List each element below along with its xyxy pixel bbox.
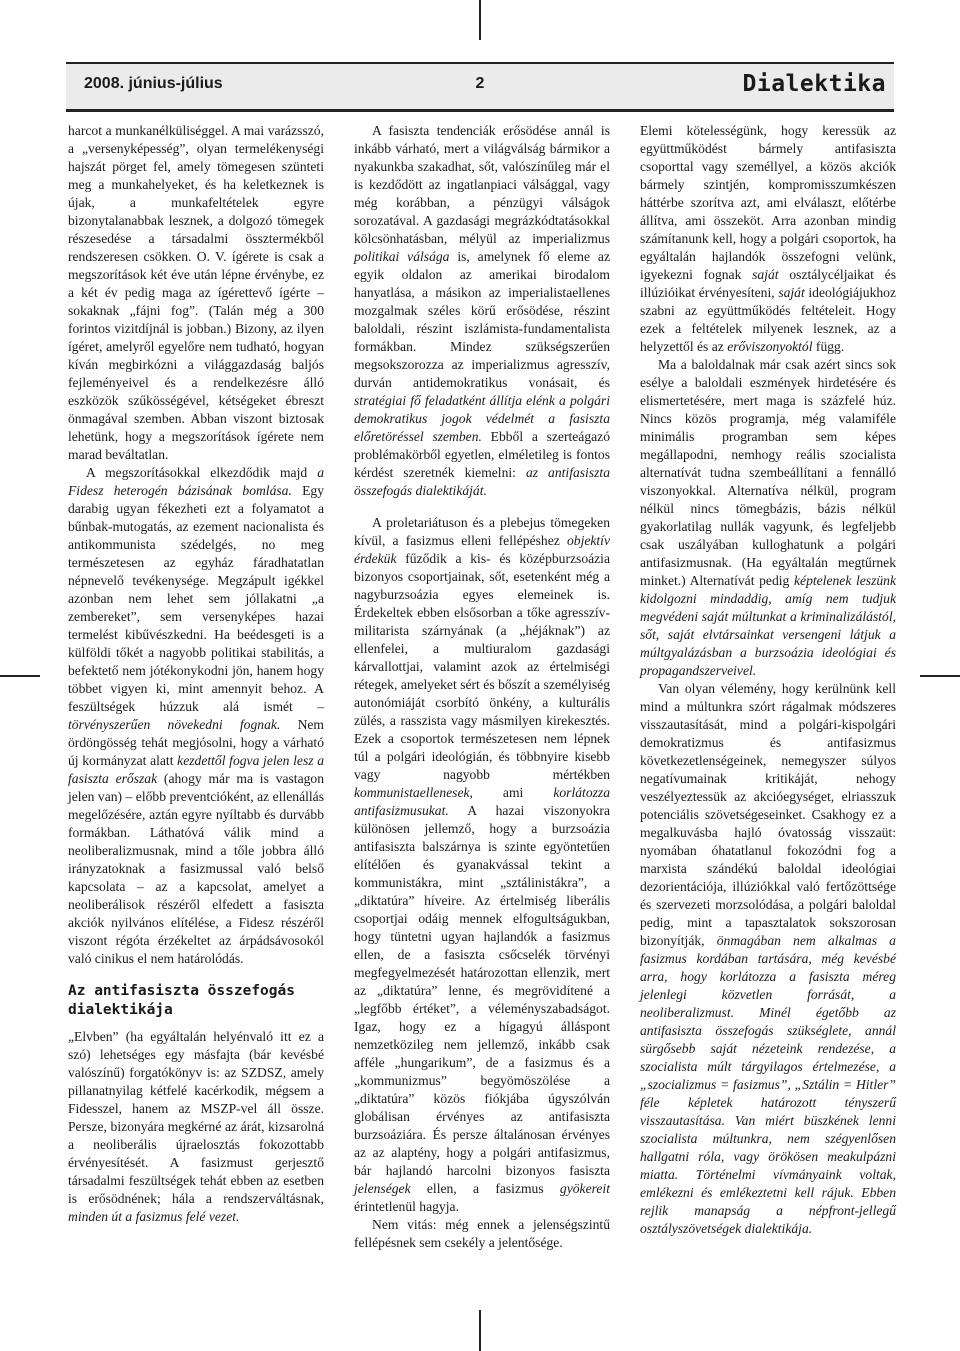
paragraph: Ma a baloldalnak már csak azért sincs sok esélye a baloldali eszmények hirdetésére és elismertetésére, mert maga is százfelé húz. Nincs közös programja, még valamiféle minimális programban sem képes megállapodni, nemhogy reális szocialista alternatívát tudna szembeállítani a fennálló viszonyokkal. Alternatíva nélkül, program nélkül nincs tömegbázis, bázis nélkül gyakorlatilag nullák vagyunk, és legfeljebb csak uszályában kulloghatunk a polgári antifasizmusnak. (Ha egyáltalán megtűrnek minket.) Alternatívát pedig képtelenek leszünk kidolgozni mindaddig, amíg nem tudjuk megvédeni saját múltunkat a kriminalizálástól, sőt, saját elvtársainkat versengeni látjuk a múltgyalázásban a burzsoázia ideológiai és propagandszerveivel.: [640, 357, 897, 678]
paragraph: harcot a munkanélküliséggel. A mai varázsszó, a „versenyképesség”, olyan termelékenységi hajszát pörget fel, amely tömegesen szünteti meg a munkahelyeket, és ha keletkeznek is újak, a munkafeltételek egyre bizonytalanabbak lesznek, a dolgozó tömegek részesedése a társadalmi össztermékből rendszeresen csökken. O. V. ígérete is csak a megszorítások két éve után lépne érvénybe, ez a két év pedig maga az ígérettevő ígérte – sokaknak „fájni fog”. (Talán még a 300 forintos vizitdíjnál is jobban.) Bizony, az ilyen ígéret, amelyről egyelőre nem tudható, hogyan kíván megbirkózni a világgazdaság baljós fejleményeivel és a rendelkezésre álló eszközök szűkösségével, kétségeket ébreszt önmagával szemben. Abban viszont biztosak lehetünk, hogy a megszorítások ígérete nem marad beváltatlan.: [68, 123, 324, 462]
paragraph: A megszorításokkal elkezdődik majd a Fidesz heterogén bázisának bomlása. Egy darabig ugyan fékezheti ezt a folyamatot a bűnbak-mutogatás, az ezement nacionalista és antikommunista szédelgés, no meg természetesen az egyház fáradhatatlan népnevelő tevékenysége. Megzápult igékkel azonban nem lehet sem jóllakatni „a zembereket”, sem versenyképes hazai termelést kibűvészkedni. Ha beédesgeti is a külföldi tőkét a nagyobb politikai stabilitás, a befektető nem jótékonykodni jön, hanem hogy többet vigyen ki, mint amennyit behoz. A feszültségek húzzuk alá ismét – törvényszerűen növekedni fognak. Nem ördöngösség tehát megjósolni, hogy a várható új kormányzat alatt kezdettől fogva jelen lesz a fasiszta erőszak (ahogy már ma is vastagon jelen van) – előbb preventcióként, az ellenállás megelőzésére, aztán egyre nyíltabb és durvább formákban. Láthatóvá válik mind a neoliberalizmusnak, mind a tőle jobbra álló irányzatoknak a fasizmussal való belső kapcsolata – az a kapcsolat, amelyet a neoliberálisok részéről elfedett a fasiszta akciók nyilvános elítélése, a Fidesz részéről viszont régóta érzékeltet az árpádsávosokól való cinikus el nem határolódás.: [68, 465, 324, 966]
publication-title: Dialektika: [742, 71, 886, 97]
issue-date: 2008. június-július: [84, 75, 223, 92]
column-2: [354, 122, 610, 1252]
crop-mark-bottom: [479, 1310, 481, 1351]
paragraph: Van olyan vélemény, hogy kerülnünk kell mind a múltunkra szórt rágalmak módszeres visszautasítását, mind a polgári-kispolgári demokratizmus és antifasizmus következetlenségeinek, nemegyszer súlyos negatívumainak kritikáját, nehogy veszélyeztessük az akcióegységet, elriasszuk potenciális szövetségeseinket. Csakhogy ez a megalkuvásba hajló óvatosság visszaüt: nyomában óhatatlanul fokozódni fog a marxista szándékú baloldal ideológiai dezorientációja, illúziókkal való fertőzöttsége és szervezeti morzsolódása, a polgári baloldal pedig, mint a tapasztalatok sokszorosan bizonyítják, önmagában nem alkalmas a fasizmus kordában tartására, még kevésbé arra, hogy korlátozza a fasiszta méreg jelenlegi közvetlen forrását, a neoliberalizmust. Minél égetőbb az antifasiszta összefogás szükséglete, annál sürgősebb saját nézeteink rendezése, a szocialista múlt tárgyilagos értelmezése, a „szocializmus = fasizmus”, „Sztálin = Hitler” féle képletek határozott tényszerű visszautasítása. Van miért büszkének lenni szocialista múltunkra, nem szégyenlősen hallgatni róla, vagy örökösen meakulpázni miatta. Történelmi vívmányaink voltak, emlékezni és emlékeztetni kell rájuk. Ebben rejlik manapság a népfront-jellegű osztályszövetségek dialektikája.: [640, 681, 896, 1236]
crop-mark-left: [0, 675, 40, 677]
crop-mark-top: [479, 0, 481, 40]
section-subheading: Az antifasiszta összefogás dialektikája: [68, 983, 295, 1018]
page-header: [66, 62, 894, 112]
paragraph: „Elvben” (ha egyáltalán helyénvaló itt ez a szó) lehetséges egy másfajta (bár kevésbé valószínű) forgatókönyv is: az SZDSZ, amely pillanatnyilag kétfelé kacérkodik, mégsem a Fidesszel, hanem az MSZP-vel áll össze. Persze, bizonyára megkérné az árát, kizsarolná a neoliberális újraelosztás fokozottabb érvényesítését. A fasizmust gerjesztő társadalmi feszültségek tehát ebben az esetben is erősödnének; hála a rendszerváltásnak, minden út a fasizmus felé vezet.: [68, 1029, 324, 1224]
column-1: [68, 122, 324, 1226]
column-3: [640, 122, 896, 1238]
page-number: 2: [475, 75, 485, 92]
paragraph: A fasiszta tendenciák erősödése annál is inkább várható, mert a világválság bármikor a nyakunkba szakadhat, sőt, valószínűleg már el is kezdődött az ingatlanpiaci válsággal, vagy még korábban, a pénzügyi válságok sorozatával. A gazdasági megrázkódtatásokkal kölcsönhatásban, mélyül az imperializmus politikai válsága is, amelynek fő eleme az egyik oldalon az amerikai birodalom hanyatlása, a másikon az imperialistaellenes mozgalmak széles körű erősödése, részint baloldali, részint iszlámista-fundamentalista formákban. Mindez szükségszerűen megsokszorozza az imperializmus agresszív, durván antidemokratikus vonásait, és stratégiai fő feladatként állítja elénk a polgári demokratikus jogok védelmét a fasiszta előretöréssel szemben. Ebből a szerteágazó problémakörből egyetlen, elméletileg is fontos kérdést szeretnék kiemelni: az antifasiszta összefogás dialektikáját.: [354, 123, 610, 498]
paragraph: A proletariátuson és a plebejus tömegeken kívül, a fasizmus elleni fellépéshez objektív érdekük fűződik a kis- és középburzsoázia bizonyos csoportjainak, sőt, esetenként még a nagyburzsoázia egyes elemeinek is. Érdekeltek ebben elsősorban a tőke agresszív-militarista szárnyának (a „héjáknak”) az ellenfelei, a multiuralom gazdasági kárvallottjai, valamint azok az értelmiségi rétegek, amelyeket sért és bőszít a személyiség autonómiáját csorbító önkény, a kulturális zülés, a rasszista vagy másmilyen kirekesztés. Ezek a csoportok természetesen nem lépnek túl a polgári ideológián, és többnyire kisebb vagy nagyobb mértékben kommunistaellenesek, ami korlátozza antifasizmusukat. A hazai viszonyokra különösen jellemző, hogy a burzsoázia antifasiszta balszárnya is szinte egyöntetűen elítélően és gyanakvással tekint a kommunistákra, mint „sztálinistákra”, a „diktatúra” híveire. Az értelmiség liberális csoportjai odáig mennek elfogultságukban, hogy tüntetni ugyan hajlandók a fasizmus ellen, de a fasiszta csőcselék törvényi megfegyelmezését határozottan ellenzik, mert az „diktatúra” lenne, és megrövidítené a „legfőbb értéket”, a véleményszabadságot. Igaz, hogy ez a hígagyú álláspont nemzetközileg nem jellemző, inkább csak afféle „hungarikum”, de a fasizmus és a „kommunizmus” begyömöszölése a „diktatúra” közös fiókjába úgyszólván globálisan érvényes az antifasiszta burzsoáziára. És persze általánosan érvényes az az alaptény, hogy a polgári antifasizmus, bár hajlandó harcolni bizonyos fasiszta jelenségek ellen, a fasizmus gyökereit érintetlenül hagyja.: [354, 515, 610, 1214]
paragraph: Elemi kötelességünk, hogy keressük az együttműködést bármely antifasiszta csoporttal vagy személlyel, a közös akciók bármely szintjén, kompromisszumkészen háttérbe szorítva azt, ami elválaszt, előtérbe állítva, ami összeköt. Arra azonban mindig számítanunk kell, hogy a polgári csoportok, ha egyáltalán hajlandók összefogni velünk, igyekezni fognak saját osztálycéljaikat és illúzióikat érvényesíteni, saját ideológiájukhoz szabni az együttműködés feltételeit. Hogy ezek a feltételek milyenek lesznek, az a helyzettől és az erőviszonyoktól függ.: [640, 123, 896, 354]
crop-mark-right: [920, 675, 960, 677]
paragraph: Nem vitás: még ennek a jelenségszintű fellépésnek sem csekély a jelentősége.: [354, 1217, 610, 1250]
